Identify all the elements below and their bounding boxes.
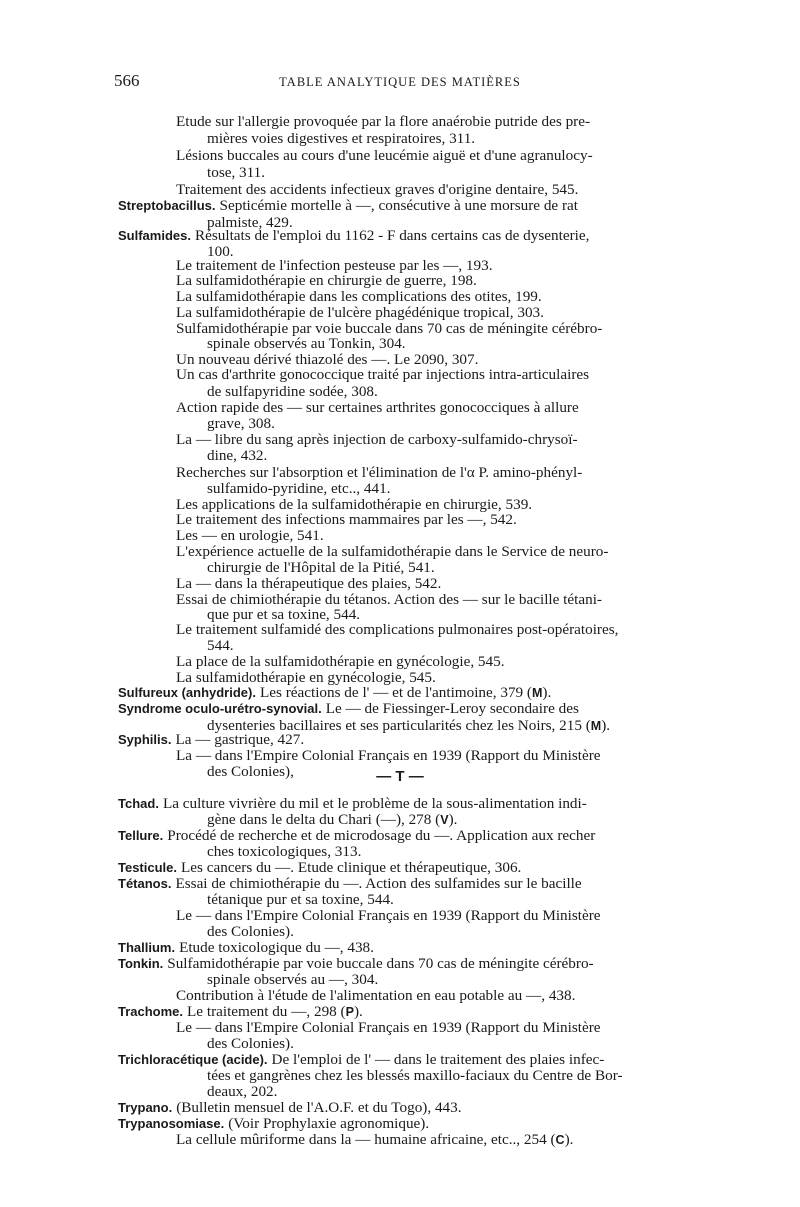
- index-text: Procédé de recherche et de microdosage du —. Application aux recher: [167, 827, 596, 844]
- source-tag: C: [555, 1133, 565, 1147]
- index-keyword: Syndrome oculo-urétro-synovial.: [118, 701, 322, 716]
- index-line: [207, 971, 378, 988]
- index-line: [118, 827, 595, 844]
- index-line: [207, 480, 390, 497]
- index-keyword: Thallium.: [118, 940, 176, 955]
- index-line: [176, 1019, 601, 1036]
- index-text: Septicémie mortelle à —, consécutive à une morsure de rat: [219, 197, 578, 214]
- index-text: tose, 311.: [207, 164, 266, 181]
- index-line: [207, 130, 475, 147]
- index-text: Le traitement du —, 298 (: [187, 1003, 346, 1020]
- index-line: [207, 1035, 294, 1052]
- index-line: [176, 653, 505, 670]
- index-text: Le — dans l'Empire Colonial Français en 1939 (Rapport du Ministère: [176, 907, 601, 924]
- index-line: [176, 366, 589, 383]
- index-text: La sulfamidothérapie en gynécologie, 545.: [176, 669, 436, 686]
- index-text: La — dans l'Empire Colonial Français en 1939 (Rapport du Ministère: [176, 747, 601, 764]
- index-keyword: Tellure.: [118, 828, 164, 843]
- index-line: [176, 431, 578, 448]
- index-text-tail: ).: [542, 684, 552, 701]
- index-text: Sulfamidothérapie par voie buccale dans 70 cas de méningite cérébro-: [176, 320, 603, 337]
- index-line: [207, 1083, 277, 1100]
- index-line: [207, 637, 234, 654]
- index-text: (Bulletin mensuel de l'A.O.F. et du Togo), 443.: [176, 1099, 462, 1116]
- index-text: Action rapide des — sur certaines arthrites gonococciques à allure: [176, 399, 579, 416]
- index-keyword: Trypano.: [118, 1100, 173, 1115]
- index-line: [207, 164, 265, 181]
- index-line: [176, 621, 618, 638]
- index-text: Les réactions de l' — et de l'antimoine, 379 (: [259, 684, 532, 701]
- index-text: Un nouveau dérivé thiazolé des —. Le 2090, 307.: [176, 351, 479, 368]
- index-text: que pur et sa toxine, 544.: [207, 606, 361, 623]
- index-text: Un cas d'arthrite gonococcique traité par injections intra-articulaires: [176, 366, 590, 383]
- index-keyword: Tchad.: [118, 796, 159, 811]
- index-text: La — dans la thérapeutique des plaies, 542.: [176, 575, 442, 592]
- index-text: des Colonies),: [207, 763, 294, 780]
- index-line: [118, 227, 589, 244]
- index-text: De l'emploi de l' — dans le traitement des plaies infec-: [271, 1051, 605, 1068]
- index-text: dine, 432.: [207, 447, 268, 464]
- index-text: Recherches sur l'absorption et l'élimination de l'α P. amino-phényl-: [176, 464, 583, 481]
- index-line: [176, 147, 593, 164]
- index-keyword: Trachome.: [118, 1004, 184, 1019]
- index-line: [118, 197, 578, 214]
- index-text: La — gastrique, 427.: [175, 731, 305, 748]
- index-text: La — libre du sang après injection de carboxy-sulfamido-chrysoï-: [176, 431, 578, 448]
- index-text: Essai de chimiothérapie du tétanos. Action des — sur le bacille tétani-: [176, 591, 602, 608]
- index-text: Les applications de la sulfamidothérapie en chirurgie, 539.: [176, 496, 533, 513]
- index-line: [176, 747, 601, 764]
- index-keyword: Trichloracétique (acide).: [118, 1052, 268, 1067]
- index-line: [118, 731, 304, 748]
- index-line: [176, 575, 441, 592]
- index-text: La place de la sulfamidothérapie en gynécologie, 545.: [176, 653, 505, 670]
- index-line: [176, 288, 542, 305]
- index-line: [176, 511, 517, 528]
- index-line: [118, 795, 587, 812]
- index-line: [176, 1131, 573, 1148]
- index-line: [118, 955, 594, 972]
- index-keyword: Tonkin.: [118, 956, 164, 971]
- index-text: L'expérience actuelle de la sulfamidothérapie dans le Service de neuro-: [176, 543, 609, 560]
- index-text: tétanique pur et sa toxine, 544.: [207, 891, 394, 908]
- index-text-tail: ).: [601, 717, 611, 734]
- index-line: [118, 859, 521, 876]
- index-line: [207, 383, 378, 400]
- index-line: [207, 415, 275, 432]
- index-line: [207, 843, 361, 860]
- index-text: Les — en urologie, 541.: [176, 527, 324, 544]
- index-line: [118, 875, 582, 892]
- index-keyword: Trypanosomiase.: [118, 1116, 225, 1131]
- index-line: [207, 447, 267, 464]
- index-text: des Colonies).: [207, 1035, 294, 1052]
- index-text: chirurgie de l'Hôpital de la Pitié, 541.: [207, 559, 435, 576]
- index-text: palmiste, 429.: [207, 214, 293, 231]
- index-line: [176, 987, 575, 1004]
- index-text: Le — dans l'Empire Colonial Français en 1939 (Rapport du Ministère: [176, 1019, 601, 1036]
- index-line: [118, 700, 579, 717]
- source-tag: M: [590, 719, 602, 733]
- index-text: de sulfapyridine sodée, 308.: [207, 383, 378, 400]
- index-keyword: Syphilis.: [118, 732, 172, 747]
- index-text: La sulfamidothérapie de l'ulcère phagédénique tropical, 303.: [176, 304, 544, 321]
- index-line: [118, 1099, 462, 1116]
- index-text: Contribution à l'étude de l'alimentation en eau potable au —, 438.: [176, 987, 576, 1004]
- index-line: [118, 1051, 604, 1068]
- index-text: Le traitement sulfamidé des complications pulmonaires post-opératoires,: [176, 621, 619, 638]
- index-text: Traitement des accidents infectieux graves d'origine dentaire, 545.: [176, 181, 579, 198]
- index-text: La culture vivrière du mil et le problème de la sous-alimentation indi-: [162, 795, 587, 812]
- index-line: [207, 335, 406, 352]
- index-line: [176, 113, 590, 130]
- index-text: grave, 308.: [207, 415, 275, 432]
- index-line: [176, 907, 601, 924]
- index-keyword: Streptobacillus.: [118, 198, 216, 213]
- index-text: La sulfamidothérapie dans les complications des otites, 199.: [176, 288, 542, 305]
- index-text: mières voies digestives et respiratoires, 311.: [207, 130, 476, 147]
- index-text-tail: ).: [353, 1003, 363, 1020]
- index-text: Etude sur l'allergie provoquée par la flore anaérobie putride des pre-: [176, 113, 591, 130]
- section-heading: — T —: [376, 768, 424, 785]
- index-line: [118, 1003, 363, 1020]
- index-line: [176, 543, 608, 560]
- index-keyword: Sulfureux (anhydride).: [118, 685, 256, 700]
- index-text: (Voir Prophylaxie agronomique).: [228, 1115, 430, 1132]
- index-text: tées et gangrènes chez les blessés maxillo-faciaux du Centre de Bor-: [207, 1067, 623, 1084]
- index-text: Lésions buccales au cours d'une leucémie aiguë et d'une agranulocy-: [176, 147, 593, 164]
- index-text: Le traitement de l'infection pesteuse par les —, 193.: [176, 257, 493, 274]
- index-keyword: Tétanos.: [118, 876, 172, 891]
- source-tag: P: [345, 1005, 354, 1019]
- index-line: [176, 181, 578, 198]
- index-text-tail: ).: [448, 811, 458, 828]
- index-text: spinale observés au Tonkin, 304.: [207, 335, 406, 352]
- index-text: 544.: [207, 637, 234, 654]
- index-text: spinale observés au —, 304.: [207, 971, 379, 988]
- running-title: TABLE ANALYTIQUE DES MATIÈRES: [279, 75, 521, 89]
- index-line: [207, 891, 394, 908]
- index-text: gène dans le delta du Chari (—), 278 (: [207, 811, 441, 828]
- index-line: [176, 399, 579, 416]
- page-header: [0, 71, 800, 93]
- index-text: dysenteries bacillaires et ses particularités chez les Noirs, 215 (: [207, 717, 591, 734]
- index-text: Le — de Fiessinger-Leroy secondaire des: [325, 700, 579, 717]
- index-keyword: Testicule.: [118, 860, 178, 875]
- index-text: Le traitement des infections mammaires par les —, 542.: [176, 511, 517, 528]
- source-tag: V: [440, 813, 449, 827]
- index-line: [176, 272, 477, 289]
- index-line: [176, 304, 544, 321]
- index-keyword: Sulfamides.: [118, 228, 191, 243]
- index-text: des Colonies).: [207, 923, 294, 940]
- index-line: [207, 923, 294, 940]
- index-line: [118, 939, 374, 956]
- index-line: [207, 763, 294, 780]
- index-text: 100.: [207, 243, 234, 260]
- index-text-tail: ).: [564, 1131, 574, 1148]
- index-text: Résultats de l'emploi du 1162 - F dans certains cas de dysenterie,: [194, 227, 590, 244]
- index-text: sulfamido-pyridine, etc.., 441.: [207, 480, 391, 497]
- index-line: [207, 811, 457, 828]
- index-text: deaux, 202.: [207, 1083, 278, 1100]
- page-number: 566: [114, 71, 140, 90]
- index-line: [207, 559, 435, 576]
- index-text: Etude toxicologique du —, 438.: [179, 939, 374, 956]
- source-tag: M: [532, 686, 543, 700]
- index-text: Essai de chimiothérapie du —. Action des sulfamides sur le bacille: [175, 875, 582, 892]
- index-text: La cellule mûriforme dans la — humaine africaine, etc.., 254 (: [176, 1131, 556, 1148]
- index-line: [207, 1067, 623, 1084]
- index-text: La sulfamidothérapie en chirurgie de guerre, 198.: [176, 272, 477, 289]
- index-text: ches toxicologiques, 313.: [207, 843, 362, 860]
- index-line: [118, 684, 551, 701]
- index-line: [176, 464, 582, 481]
- index-line: [118, 1115, 429, 1132]
- index-text: Les cancers du —. Etude clinique et thérapeutique, 306.: [181, 859, 522, 876]
- index-text: Sulfamidothérapie par voie buccale dans 70 cas de méningite cérébro-: [167, 955, 594, 972]
- index-line: [176, 527, 324, 544]
